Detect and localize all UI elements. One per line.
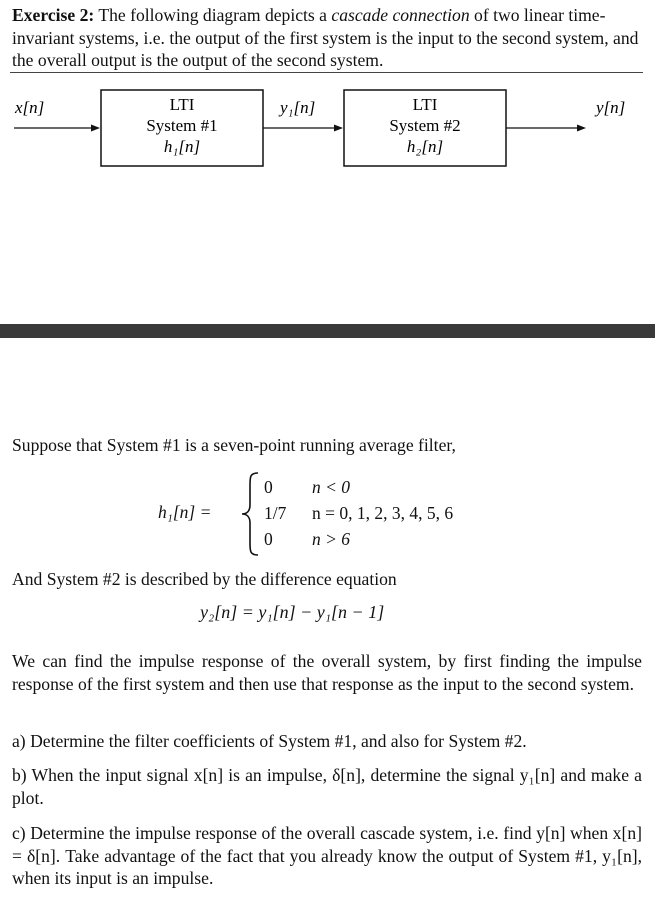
system1-line2: System #1: [146, 116, 218, 135]
difference-equation: y₂[n] = y₁[n] − y₁[n − 1]: [200, 602, 385, 622]
input-signal-label: x[n]: [15, 98, 45, 117]
cascade-diagram: [0, 80, 655, 180]
output-arrowhead: [577, 125, 586, 132]
question-b: b) When the input signal x[n] is an impulse, δ[n], determine the signal y₁[n] and make a plot.: [12, 765, 642, 808]
approach-paragraph: We can find the impulse response of the overall system, by first finding the impulse response of the first system and then use that response as the input to the second system.: [12, 651, 642, 694]
output-signal-label: y[n]: [596, 98, 626, 117]
suppose-text: Suppose that System #1 is a seven-point running average filter,: [12, 435, 456, 455]
system1-line3: h₁[n]: [163, 137, 201, 156]
system1-line1: LTI: [169, 95, 195, 114]
h1-lhs-text: h₁[n] =: [158, 502, 212, 522]
exercise-intro: [12, 4, 644, 72]
piecewise-brace: [240, 471, 262, 557]
middle-arrowhead: [334, 125, 343, 132]
h1-row3-cond: n > 6: [312, 529, 351, 549]
system2-line2: System #2: [389, 116, 461, 135]
system2-line1: LTI: [412, 95, 438, 114]
h1-row1-cond: n < 0: [312, 477, 351, 497]
h1-row3-value: 0: [264, 529, 273, 549]
input-arrowhead: [91, 125, 100, 132]
h1-row1-value: 0: [264, 477, 273, 497]
exercise-label: Exercise 2:: [12, 5, 95, 25]
system2-intro-text: And System #2 is described by the difference equation: [12, 569, 397, 589]
question-a: a) Determine the filter coefficients of System #1, and also for System #2.: [12, 731, 527, 751]
intro-text-a: The following diagram depicts a: [94, 5, 332, 25]
h1-lhs: [158, 502, 211, 523]
h1-row2-value: 1/7: [264, 503, 287, 523]
intro-text-b: of two linear time-invariant systems, i.e. the output of the first system is the input to the second system, and the overall output is the output of the second system.: [12, 5, 639, 71]
question-c: c) Determine the impulse response of the overall cascade system, i.e. find y[n] when x[n] = δ[n]. Take advantage of the fact that you already know the output of System #1, y₁[n], when its input is an impulse.: [12, 823, 642, 889]
intro-emphasis: cascade connection: [331, 5, 470, 25]
h1-row2-cond: n = 0, 1, 2, 3, 4, 5, 6: [312, 503, 454, 523]
middle-signal-label: y₁[n]: [280, 98, 316, 117]
system2-line3: h₂[n]: [406, 137, 444, 156]
intro-divider: [10, 72, 643, 73]
section-divider-band: [0, 324, 655, 338]
